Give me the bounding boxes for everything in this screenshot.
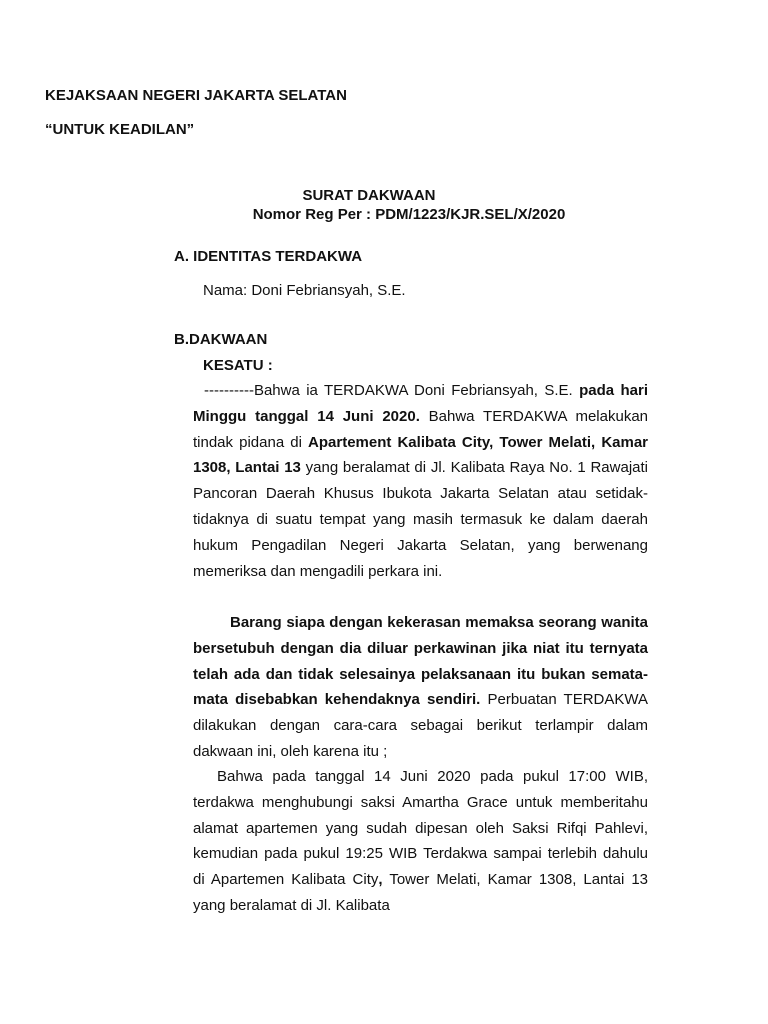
text-run: ----------Bahwa ia TERDAKWA Doni Febriansyah, S.E. [204, 382, 580, 399]
text-run: Tower Melati, Kamar 1308, Lantai 13 yang beralamat di Jl. Kalibata [193, 871, 648, 914]
text-run: Bahwa TERDAKWA melakukan tindak pidana di [193, 407, 648, 451]
office-name: KEJAKSAAN NEGERI JAKARTA SELATAN [45, 87, 347, 104]
text-run: Bahwa pada tanggal 14 Juni 2020 pada pukul 17:00 WIB, terdakwa menghubungi saksi Amartha Grace untuk memberitahu alamat apartemen yang sudah dipesan oleh Saksi Rifqi Pahlevi, kemudian pada pukul 19:25 WIB Terdakwa sampai terlebih dahulu di Apartemen Kalibata City [193, 768, 648, 889]
document-title: SURAT DAKWAAN [302, 187, 436, 204]
text-run: Apartement Kalibata City, Tower Melati, Kamar 1308, Lantai 13 [193, 433, 649, 477]
charge-paragraph-2 [193, 610, 648, 765]
section-b-heading: B.DAKWAAN [174, 331, 268, 348]
document-number: Nomor Reg Per : PDM/1223/KJR.SEL/X/2020 [252, 206, 566, 223]
text-run: yang beralamat di Jl. Kalibata Raya No. 1 Rawajati Pancoran Daerah Khusus Ibukota Jakarta Selatan atau setidak-tidaknya di suatu tempat yang masih termasuk ke dalam daerah hukum Pengadilan Negeri Jakarta Selatan, yang berwenang memeriksa dan mengadili perkara ini. [193, 459, 649, 580]
defendant-name: Nama: Doni Febriansyah, S.E. [203, 282, 406, 299]
text-run: , [378, 871, 383, 889]
text-run: Barang siapa dengan kekerasan memaksa seorang wanita bersetubuh dengan dia diluar perkawinan jika niat itu ternyata telah ada dan tidak selesainya pelaksanaan itu bukan semata-mata disebabkan kehendaknya sendiri. [193, 614, 648, 709]
charge-first-heading: KESATU : [203, 357, 273, 374]
section-a-heading: A. IDENTITAS TERDAKWA [174, 248, 363, 265]
text-run: Perbuatan TERDAKWA dilakukan dengan cara-cara sebagai berikut terlampir dalam dakwaan ini, oleh karena itu ; [193, 691, 649, 760]
text-run: pada hari Minggu tanggal 14 Juni 2020. [193, 382, 648, 425]
charge-paragraph-1 [193, 378, 648, 584]
office-motto: “UNTUK KEADILAN” [45, 121, 195, 138]
charge-paragraph-3 [193, 764, 648, 919]
